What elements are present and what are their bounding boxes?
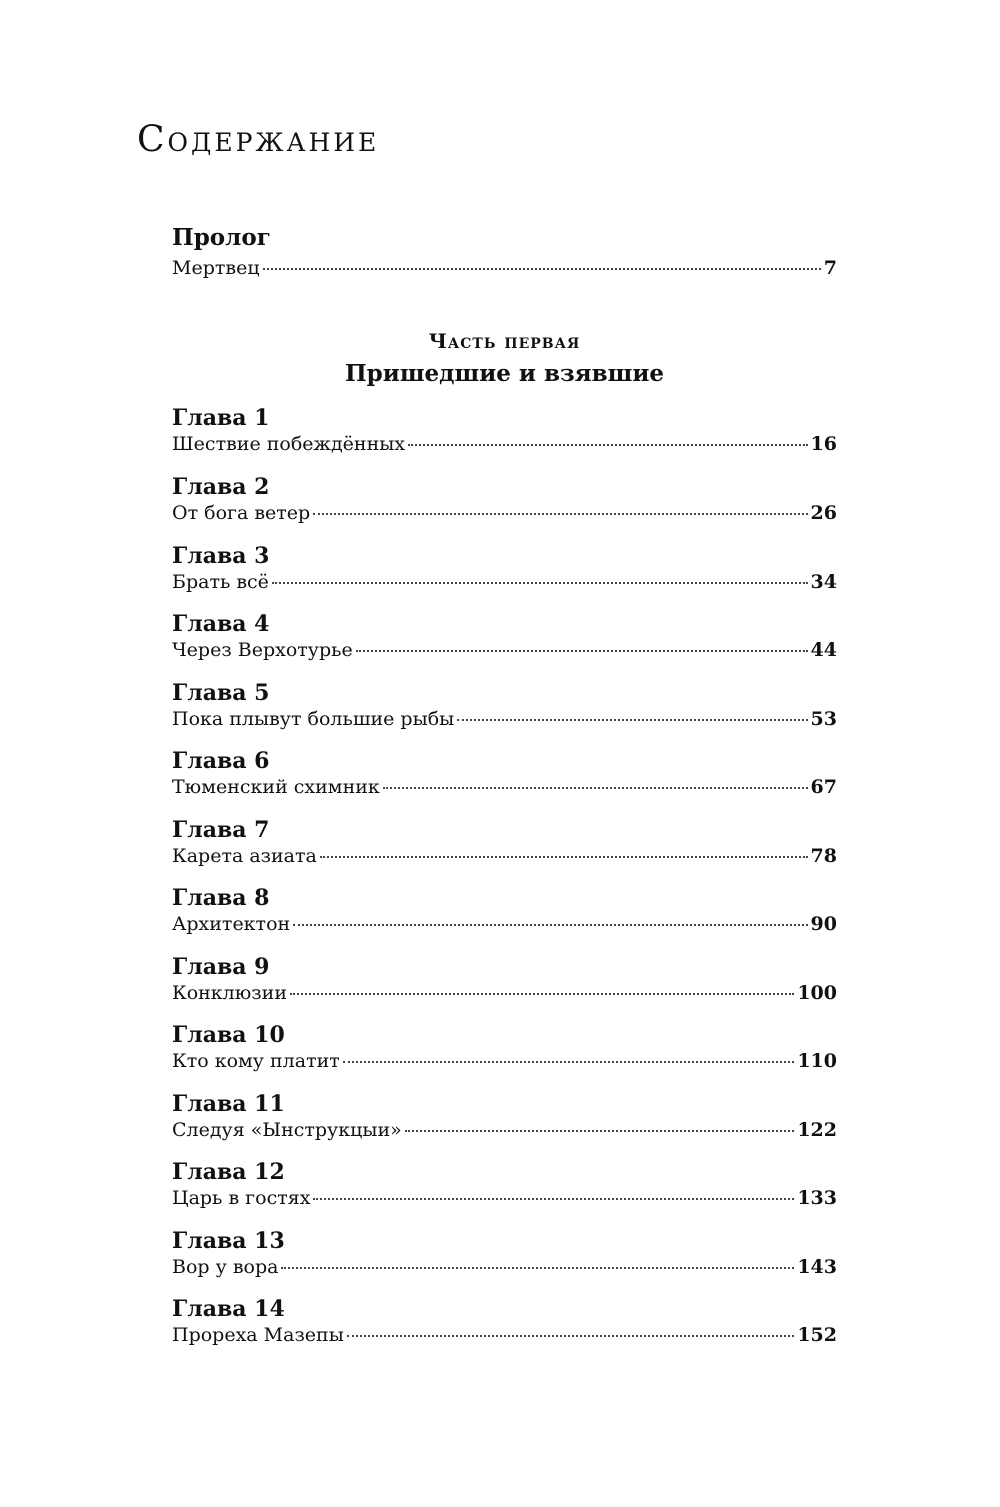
chapter-entry[interactable]	[172, 1049, 837, 1073]
chapter-entry[interactable]	[172, 432, 837, 456]
chapter-entry[interactable]	[172, 1186, 837, 1210]
chapter-entry[interactable]	[172, 775, 837, 799]
chapter-entry[interactable]	[172, 1118, 837, 1142]
entry-title: Шествие побеждённых	[172, 433, 406, 455]
page-number: 53	[810, 708, 837, 730]
chapter-label: Глава 8	[172, 885, 270, 911]
entry-title: Царь в гостях	[172, 1187, 311, 1209]
entry-title: Прореха Мазепы	[172, 1324, 344, 1346]
dot-leader	[320, 842, 808, 858]
entry-title: От бога ветер	[172, 502, 311, 524]
prologue-entry[interactable]	[172, 256, 837, 280]
part-title: Пришедшие и взявшие	[344, 360, 665, 387]
dot-leader	[263, 254, 821, 270]
chapter-label: Глава 5	[172, 680, 270, 706]
dot-leader	[272, 568, 808, 584]
chapter-label: Глава 13	[172, 1228, 285, 1254]
dot-leader	[290, 979, 794, 995]
chapter-label: Глава 1	[172, 405, 270, 431]
entry-title: Брать всё	[172, 571, 269, 593]
chapter-label: Глава 12	[172, 1159, 285, 1185]
chapter-label: Глава 7	[172, 817, 270, 843]
dot-leader	[313, 1184, 794, 1200]
dot-leader	[383, 773, 808, 789]
prologue-heading: Пролог	[172, 224, 271, 251]
entry-title: Мертвец	[172, 257, 260, 279]
chapter-entry[interactable]	[172, 570, 837, 594]
entry-title: Следуя «Ынструкцыи»	[172, 1119, 402, 1141]
entry-title: Архитектон	[172, 913, 291, 935]
chapter-label: Глава 6	[172, 748, 270, 774]
page-number: 26	[810, 502, 837, 524]
chapter-entry[interactable]	[172, 912, 837, 936]
chapter-entry[interactable]	[172, 981, 837, 1005]
page-number: 7	[823, 257, 837, 279]
page-number: 67	[810, 776, 837, 798]
entry-title: Конклюзии	[172, 982, 287, 1004]
chapter-label: Глава 9	[172, 954, 270, 980]
dot-leader	[356, 636, 808, 652]
chapter-label: Глава 2	[172, 474, 270, 500]
page-number: 122	[797, 1119, 837, 1141]
entry-title: Тюменский схимник	[172, 776, 380, 798]
chapter-label: Глава 11	[172, 1091, 285, 1117]
entry-title: Вор у вора	[172, 1256, 279, 1278]
dot-leader	[313, 499, 807, 515]
entry-title: Пока плывут большие рыбы	[172, 708, 455, 730]
chapter-entry[interactable]	[172, 501, 837, 525]
chapter-entry[interactable]	[172, 1323, 837, 1347]
dot-leader	[457, 705, 807, 721]
page-title: Содержание	[137, 119, 380, 160]
page-number: 78	[810, 845, 837, 867]
chapter-entry[interactable]	[172, 1255, 837, 1279]
part-label: Часть первая	[428, 329, 581, 353]
chapter-entry[interactable]	[172, 707, 837, 731]
page-number: 152	[797, 1324, 837, 1346]
page-number: 44	[810, 639, 837, 661]
page-number: 16	[810, 433, 837, 455]
page-number: 100	[797, 982, 837, 1004]
page-number: 133	[797, 1187, 837, 1209]
dot-leader	[281, 1253, 794, 1269]
chapter-label: Глава 10	[172, 1022, 285, 1048]
entry-title: Карета азиата	[172, 845, 317, 867]
entry-title: Кто кому платит	[172, 1050, 340, 1072]
dot-leader	[343, 1047, 795, 1063]
dot-leader	[347, 1321, 794, 1337]
page-number: 90	[810, 913, 837, 935]
page-number: 110	[797, 1050, 837, 1072]
entry-title: Через Верхотурье	[172, 639, 353, 661]
chapter-entry[interactable]	[172, 638, 837, 662]
page-number: 34	[810, 571, 837, 593]
chapter-label: Глава 14	[172, 1296, 285, 1322]
chapter-label: Глава 4	[172, 611, 270, 637]
chapter-entry[interactable]	[172, 844, 837, 868]
dot-leader	[408, 430, 807, 446]
dot-leader	[405, 1116, 795, 1132]
page-number: 143	[797, 1256, 837, 1278]
dot-leader	[293, 910, 807, 926]
chapter-label: Глава 3	[172, 543, 270, 569]
